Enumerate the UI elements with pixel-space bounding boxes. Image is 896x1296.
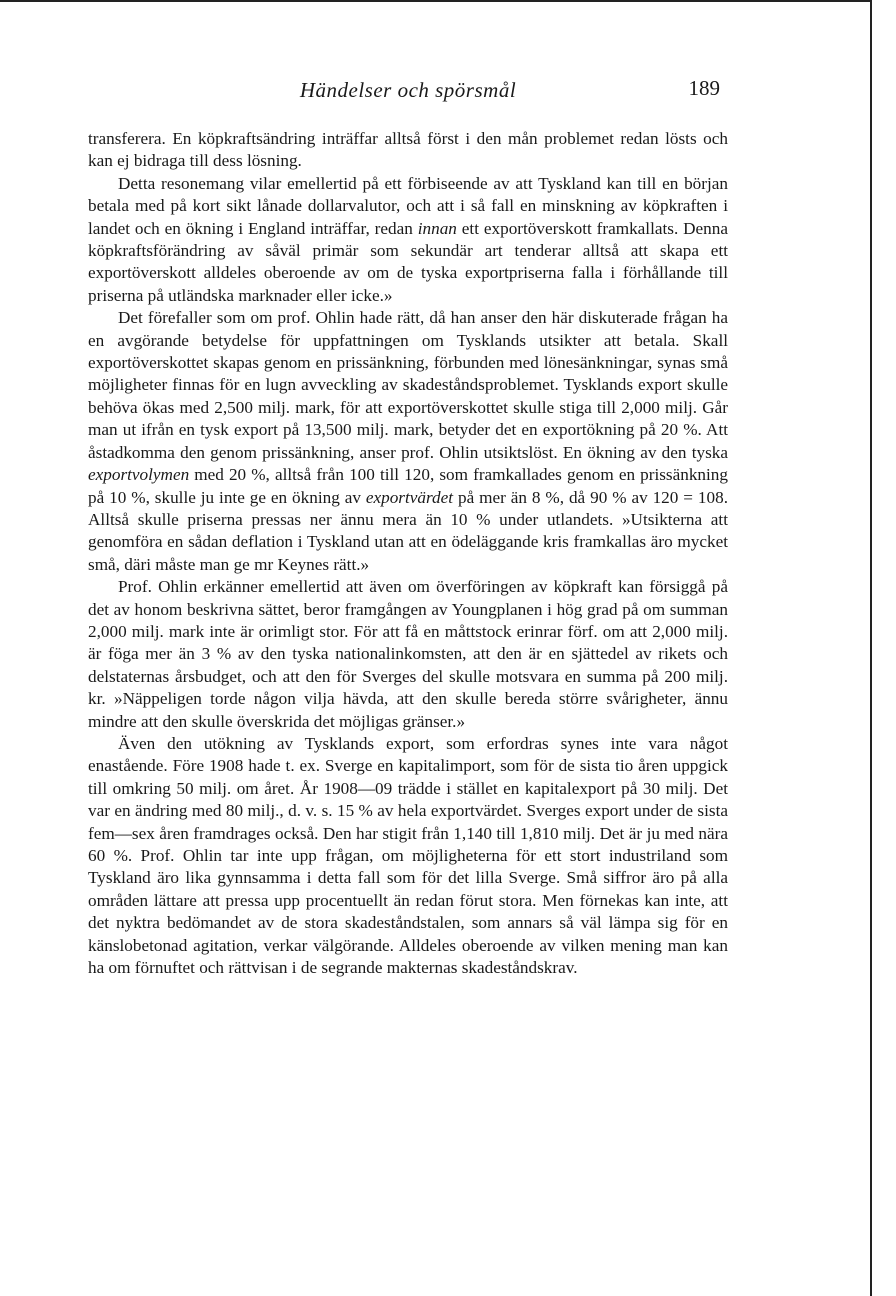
paragraph-4-text: Prof. Ohlin erkänner emellertid att även om överföringen av köpkraft kan försiggå på det av honom beskrivna sättet, beror framgången av Youngplanen i hög grad på om summan 2,000 milj. mark inte är orimligt stor. För att få en måttstock erinrar förf. om att 2,000 milj. är föga mer än 3 % av den tyska nationalinkomsten, att den är en sjättedel av rikets och delstaternas årsbudget, och att den för Sverges del skulle motsvara en summa på 200 milj. kr. »Näppeligen torde någon vilja hävda, att den skulle bereda större svårigheter, ännu mindre att den skulle överskrida det möjligas gränser.» <box>88 577 728 731</box>
page-number: 189 <box>688 76 720 100</box>
paragraph-1 <box>88 128 728 173</box>
paragraph-2-text: Detta resonemang vilar emellertid på ett förbiseende av att Tyskland kan till en början betala med på kort sikt lånade dollarvalutor, och att i så fall en minskning av köpkraften i landet och en ökning i England inträffar, redan <box>88 173 728 238</box>
paragraph-2 <box>88 173 728 307</box>
paragraph-3-text: Det förefaller som om prof. Ohlin hade rätt, då han anser den här diskuterade frågan ha en avgörande betydelse för uppfattningen om Tysklands utsikter att betala. Skall exportöverskottet skapas genom en prissänkning, förbunden med lönesänkningar, synas små möjligheter finnas för en lugn avveckling av skadeståndsproblemet. Tysklands export skulle behöva ökas med 2,500 milj. mark, för att exportöverskottet skulle stiga till 2,000 milj. Går man ut ifrån en tysk export på 13,500 milj. mark, betyder det en exportökning på 20 %. Att åstadkomma den genom prissänkning, anser prof. Ohlin utsiktslöst. En ökning av den tyska <box>88 308 728 462</box>
paragraph-5-text: Även den utökning av Tysklands export, som erfordras synes inte vara något enastående. Före 1908 hade t. ex. Sverge en kapitalimport, som för de sista tio åren uppgick till omkring 50 milj. om året. År 1908—09 trädde i stället en kapitalexport på 30 milj. Det var en ändring med 80 milj., d. v. s. 15 % av hela exportvärdet. Sverges export under de sista fem—sex åren framdrages också. Den har stigit från 1,140 till 1,810 milj. Det är ju med nära 60 %. Prof. Ohlin tar inte upp frågan, om möjligheterna för ett stort industriland som Tyskland äro lika gynnsamma i detta fall som för det lilla Sverge. Små siffror äro på alla områden lättare att pressa upp procentuellt än redan förut stora. Men förnekas kan inte, att det nyktra bedömandet av de stora skadeståndstalen, som annars så väl lämpa sig för en känslobetonad agitation, verkar välgörande. Alldeles oberoende av vilken mening man kan ha om förnuftet och rättvisan i de segrande makternas skadeståndskrav. <box>88 733 728 978</box>
paragraph-3-text-cont: med 20 %, alltså från 100 till 120, som framkallades genom en prissänkning på 10 %, skulle ju inte ge en ökning av <box>88 465 728 507</box>
paragraph-1-text: transferera. En köpkraftsändring inträffar alltså först i den mån problemet redan lösts och kan ej bidraga till dess lösning. <box>88 129 728 171</box>
emphasis-exportvardet: exportvärdet <box>365 487 454 507</box>
page-edge-right <box>870 0 872 1296</box>
paragraph-3 <box>88 307 728 576</box>
body-text <box>88 128 728 979</box>
paragraph-4 <box>88 576 728 733</box>
running-title: Händelser och spörsmål <box>299 78 517 102</box>
paragraph-2-text-cont: ett exportöverskott framkallats. Denna köpkraftsförändring av såväl primär som sekundär art tenderar alltså att skapa ett exportöverskott alldeles oberoende av om de tyska exportpriserna falla i förhållande till priserna på utländska marknader eller icke.» <box>88 218 728 305</box>
page-header <box>88 78 728 108</box>
paragraph-5 <box>88 733 728 979</box>
emphasis-innan: innan <box>417 218 457 238</box>
page-edge-top <box>0 0 872 2</box>
emphasis-exportvolymen: exportvolymen <box>88 465 190 485</box>
paragraph-3-text-end: på mer än 8 %, då 90 % av 120 = 108. Alltså skulle priserna pressas ner ännu mera än 10 % under utlandets. »Utsikterna att genomföra en sådan deflation i Tyskland utan att en ödeläggande kris framkallas äro mycket små, däri måste man ge mr Keynes rätt.» <box>88 487 728 574</box>
